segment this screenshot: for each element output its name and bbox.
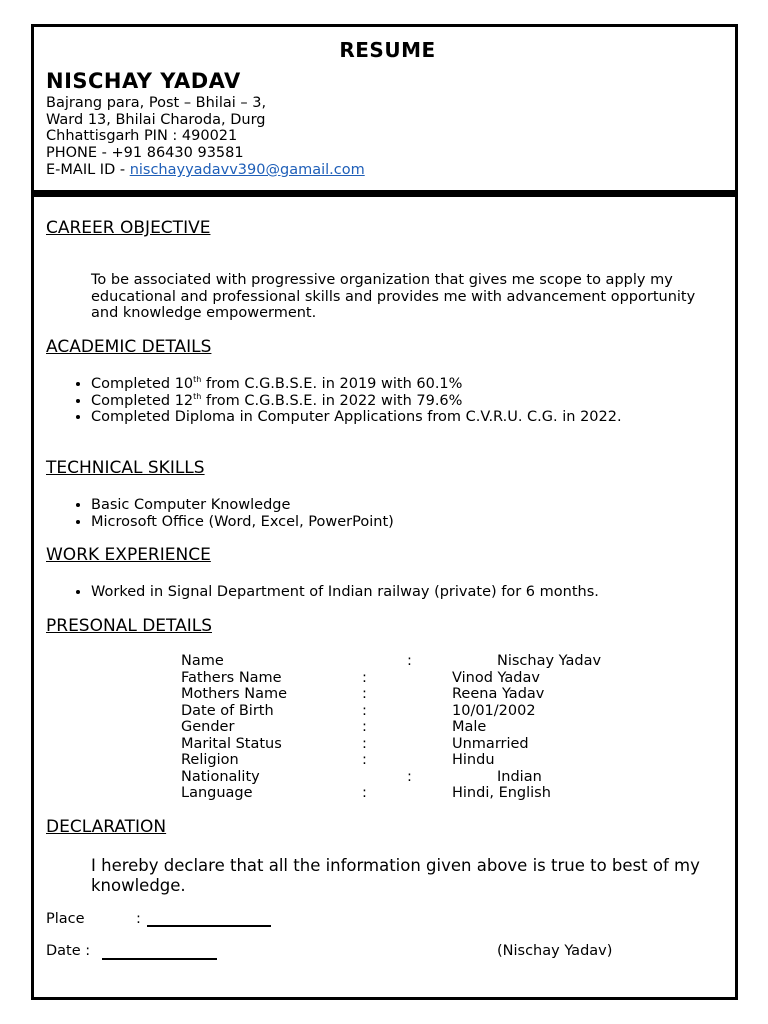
pd-label: Religion [181,752,239,768]
technical-skills-heading: TECHNICAL SKILLS [46,458,205,478]
email-link[interactable]: nischayyadavv390@gamail.com [129,162,365,178]
header-divider [34,190,735,197]
pd-value: Reena Yadav [452,686,545,702]
place-separator: : [136,911,141,927]
pd-sep: : [362,752,367,768]
email-line [46,162,365,179]
date-signature-line [102,958,217,960]
resume-title: RESUME [339,38,436,62]
pd-value: Indian [497,769,542,785]
pd-label: Nationality [181,769,260,785]
address-line-2: Ward 13, Bhilai Charoda, Durg [46,112,266,128]
pd-sep: : [407,653,412,669]
list-item: • Completed 10th from C.G.B.S.E. in 2019 with 60.1% [91,376,721,393]
candidate-name: NISCHAY YADAV [46,69,241,93]
pd-sep: : [362,686,367,702]
declaration-heading: DECLARATION [46,817,167,837]
pd-value: Nischay Yadav [497,653,602,669]
work-list [68,584,741,601]
list-item: • Completed Diploma in Computer Applications from C.V.R.U. C.G. in 2022. [91,409,691,426]
pd-sep: : [407,769,412,785]
declaration-text: I hereby declare that all the information given above is true to best of my knowledge. [91,856,700,895]
pd-sep: : [362,670,367,686]
career-objective-text: To be associated with progressive organization that gives me scope to apply my educational and professional skills and provides me with advancement opportunity and knowledge empowerment. [91,272,696,321]
pd-value: Vinod Yadav [452,670,540,686]
email-label: E-MAIL ID - [46,162,130,178]
skills-list [68,497,721,530]
pd-label: Marital Status [181,736,282,752]
phone-line: PHONE - +91 86430 93581 [46,145,244,161]
place-label: Place [46,911,85,927]
date-label: Date : [46,943,91,959]
pd-value: 10/01/2002 [452,703,536,719]
pd-sep: : [362,703,367,719]
list-item: • Worked in Signal Department of Indian railway (private) for 6 months. [91,584,741,601]
list-item: • Completed 12th from C.G.B.S.E. in 2022 with 79.6% [91,393,721,410]
address-line-3: Chhattisgarh PIN : 490021 [46,128,238,144]
pd-label: Gender [181,719,235,735]
place-signature-line [147,925,271,927]
pd-sep: : [362,736,367,752]
signature-name: (Nischay Yadav) [497,943,613,959]
pd-value: Male [452,719,487,735]
list-item: • Microsoft Office (Word, Excel, PowerPoint) [91,514,721,531]
pd-label: Language [181,785,253,801]
pd-label: Fathers Name [181,670,282,686]
work-experience-heading: WORK EXPERIENCE [46,545,211,565]
pd-label: Date of Birth [181,703,274,719]
personal-details-heading: PRESONAL DETAILS [46,616,212,636]
pd-sep: : [362,785,367,801]
address-line-1: Bajrang para, Post – Bhilai – 3, [46,95,267,111]
academic-list [68,376,721,426]
career-objective-heading: CAREER OBJECTIVE [46,218,211,238]
pd-value: Hindu [452,752,495,768]
resume-frame [31,24,738,1000]
pd-value: Unmarried [452,736,529,752]
academic-details-heading: ACADEMIC DETAILS [46,337,212,357]
pd-value: Hindi, English [452,785,551,801]
pd-sep: : [362,719,367,735]
pd-label: Mothers Name [181,686,288,702]
list-item: • Basic Computer Knowledge [91,497,721,514]
pd-label: Name [181,653,224,669]
